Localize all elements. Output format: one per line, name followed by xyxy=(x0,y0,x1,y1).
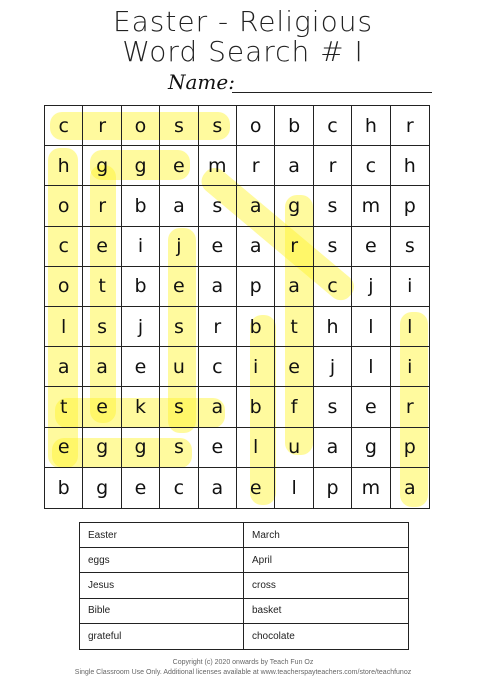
grid-cell: l xyxy=(352,307,390,347)
grid-cell: r xyxy=(391,387,429,427)
grid-cell: e xyxy=(83,227,121,267)
grid-cell: a xyxy=(199,468,237,508)
grid-cell: c xyxy=(45,106,83,146)
word-list-item: March xyxy=(244,523,408,548)
grid-cell: g xyxy=(122,428,160,468)
grid-cell: a xyxy=(199,267,237,307)
grid-cell: s xyxy=(199,186,237,226)
grid-cell: m xyxy=(352,186,390,226)
grid-cell: b xyxy=(122,186,160,226)
grid-cell: s xyxy=(314,186,352,226)
word-list-table xyxy=(79,522,409,650)
grid-cell: c xyxy=(199,347,237,387)
grid-cell: a xyxy=(160,186,198,226)
grid-cell: a xyxy=(403,476,416,499)
license-line: Single Classroom Use Only. Additional licenses available at www.teacherspayteachers.com/store/teachfunoz xyxy=(74,669,412,676)
grid-cell: p xyxy=(391,186,429,226)
grid-cell: r xyxy=(83,186,121,226)
grid-cell: e xyxy=(199,428,237,468)
grid-cell: j xyxy=(352,267,390,307)
grid-cell: g xyxy=(83,146,121,186)
title-line-2: Word Search # I xyxy=(122,35,364,68)
grid-cell: s xyxy=(83,307,121,347)
grid-cell: a xyxy=(275,267,313,307)
grid-cell: a xyxy=(314,428,352,468)
word-list-item: chocolate xyxy=(252,630,295,642)
title-line-1: Easter - Religious xyxy=(112,5,374,38)
grid-cell: o xyxy=(45,186,83,226)
word-list-item: Easter xyxy=(80,523,244,548)
grid-cell: e xyxy=(352,387,390,427)
grid-cell: h xyxy=(314,307,352,347)
grid-cell: e xyxy=(352,227,390,267)
grid-cell: c xyxy=(352,146,390,186)
grid-cell: b xyxy=(237,307,275,347)
grid-cell: e xyxy=(160,146,198,186)
grid-cell: a xyxy=(45,347,83,387)
grid-cell: e xyxy=(45,428,83,468)
grid-cell: e xyxy=(83,387,121,427)
grid-cell: j xyxy=(122,307,160,347)
grid-cell: p xyxy=(391,428,429,468)
grid-cell: e xyxy=(199,227,237,267)
grid-cell: r xyxy=(237,146,275,186)
grid-cell: s xyxy=(160,387,198,427)
name-label: Name: xyxy=(168,70,235,94)
grid-cell: p xyxy=(237,267,275,307)
grid-cell: c xyxy=(45,227,83,267)
grid-cell: r xyxy=(275,227,313,267)
grid-cell: p xyxy=(314,468,352,508)
grid-cell: s xyxy=(314,227,352,267)
grid-cell: r xyxy=(83,106,121,146)
grid-cell: o xyxy=(122,106,160,146)
grid-cell: s xyxy=(160,106,198,146)
word-list-item: grateful xyxy=(80,624,244,649)
grid-cell: m xyxy=(352,468,390,508)
grid-cell: b xyxy=(122,267,160,307)
grid-cell: j xyxy=(314,347,352,387)
grid-cell: l xyxy=(275,468,313,508)
grid-cell: f xyxy=(275,387,313,427)
grid-cell: l xyxy=(237,428,275,468)
word-search-grid xyxy=(44,105,430,509)
grid-cell: g xyxy=(352,428,390,468)
grid-cell: i xyxy=(391,267,429,307)
grid-cell: h xyxy=(391,146,429,186)
grid-cell: u xyxy=(275,428,313,468)
grid-cell: r xyxy=(314,146,352,186)
grid-cell: i xyxy=(237,347,275,387)
grid-cell: r xyxy=(391,106,429,146)
grid-cell: t xyxy=(83,267,121,307)
grid-cell: a xyxy=(237,227,275,267)
grid-cell: t xyxy=(275,307,313,347)
grid-cell: s xyxy=(160,428,198,468)
grid-cell: l xyxy=(45,307,83,347)
word-list-item: Jesus xyxy=(80,573,244,598)
grid-cell: u xyxy=(160,347,198,387)
word-list-item: cross xyxy=(244,573,408,598)
grid-cell: k xyxy=(122,387,160,427)
grid-cell: r xyxy=(199,307,237,347)
grid-cell: e xyxy=(160,267,198,307)
grid-cell: b xyxy=(237,387,275,427)
word-list-item: basket xyxy=(244,599,408,624)
grid-cell: l xyxy=(352,347,390,387)
grid-cell: t xyxy=(45,387,83,427)
word-list-item: eggs xyxy=(80,548,244,573)
grid-cell: m xyxy=(199,146,237,186)
grid-cell: g xyxy=(275,186,313,226)
grid-cell: e xyxy=(237,468,275,508)
grid-cell: i xyxy=(122,227,160,267)
grid-cell: h xyxy=(45,146,83,186)
copyright-line: Copyright (c) 2020 onwards by Teach Fun Oz xyxy=(172,659,314,666)
grid-cell: s xyxy=(199,106,237,146)
grid-cell: a xyxy=(199,387,237,427)
grid-cell: l xyxy=(391,307,429,347)
grid-cell: e xyxy=(122,468,160,508)
grid-cell: e xyxy=(275,347,313,387)
grid-cell: s xyxy=(160,307,198,347)
grid-cell: a xyxy=(275,146,313,186)
grid-cell: o xyxy=(237,106,275,146)
grid-cell: g xyxy=(83,468,121,508)
grid-cell: s xyxy=(391,227,429,267)
word-list-item: Bible xyxy=(80,599,244,624)
grid-cell: b xyxy=(275,106,313,146)
grid-cell: s xyxy=(314,387,352,427)
grid-cell: o xyxy=(45,267,83,307)
grid-cell: a xyxy=(237,186,275,226)
grid-cell: i xyxy=(391,347,429,387)
grid-cell: c xyxy=(160,468,198,508)
grid-cell: g xyxy=(122,146,160,186)
grid-cell: c xyxy=(314,106,352,146)
grid-cell: g xyxy=(83,428,121,468)
name-writing-line xyxy=(232,92,432,93)
grid-cell: a xyxy=(83,347,121,387)
grid-cell: h xyxy=(352,106,390,146)
grid-cell: b xyxy=(45,468,83,508)
grid-cell: c xyxy=(314,267,352,307)
word-list-item: April xyxy=(244,548,408,573)
grid-cell: j xyxy=(160,227,198,267)
grid-cell: e xyxy=(122,347,160,387)
